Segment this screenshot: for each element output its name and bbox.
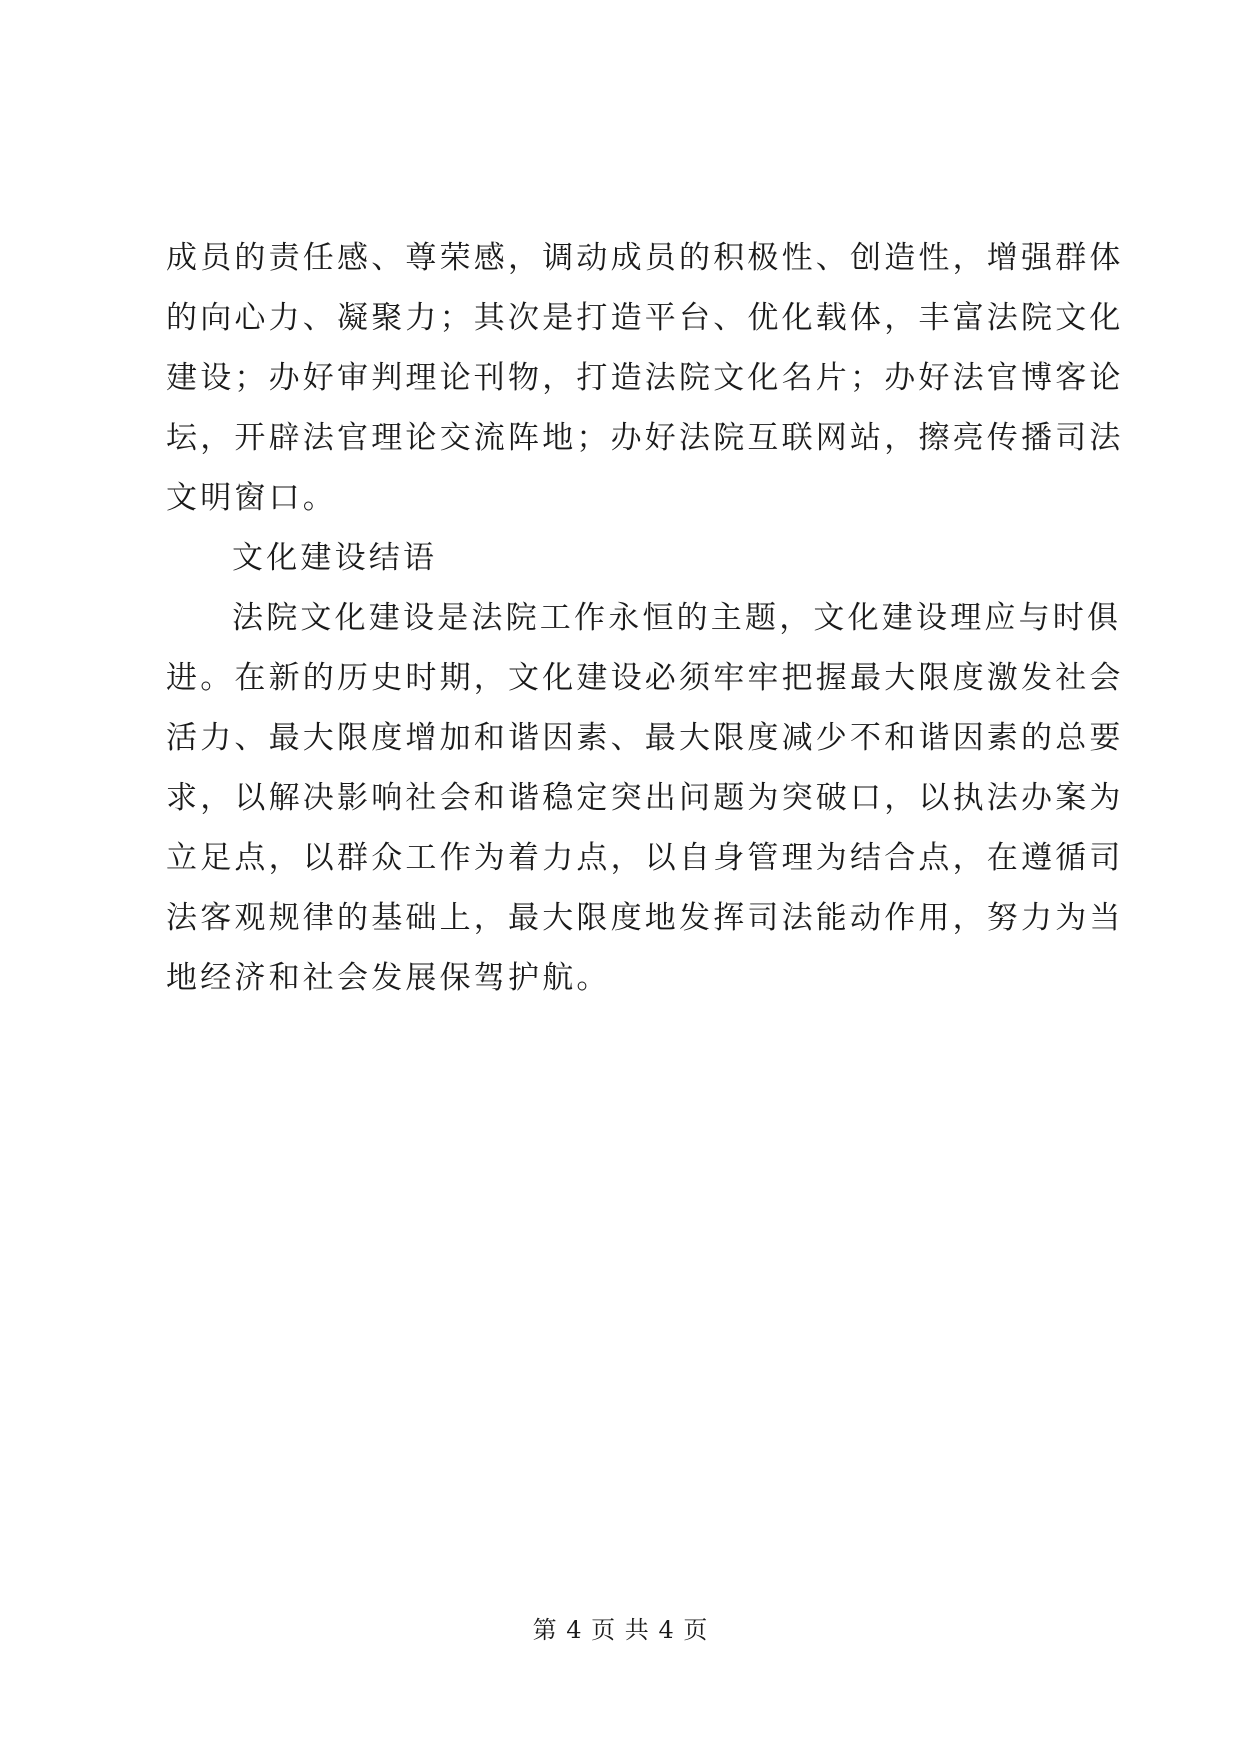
paragraph-1-line-3: 建设；办好审判理论刊物，打造法院文化名片；办好法官博客论	[166, 360, 1124, 396]
document-body	[166, 228, 1124, 1008]
paragraph-2-line-5: 立足点，以群众工作为着力点，以自身管理为结合点，在遵循司	[166, 840, 1124, 876]
paragraph-2-line-4: 求，以解决影响社会和谐稳定突出问题为突破口，以执法办案为	[166, 780, 1124, 816]
section-heading: 文化建设结语	[232, 540, 438, 576]
paragraph-2-line-6: 法客观规律的基础上，最大限度地发挥司法能动作用，努力为当	[166, 900, 1124, 936]
paragraph-2-line-7: 地经济和社会发展保驾护航。	[166, 960, 611, 996]
paragraph-2-line-2: 进。在新的历史时期，文化建设必须牢牢把握最大限度激发社会	[166, 660, 1124, 696]
paragraph-1-line-4: 坛，开辟法官理论交流阵地；办好法院互联网站，擦亮传播司法	[166, 420, 1124, 456]
paragraph-2-line-3: 活力、最大限度增加和谐因素、最大限度减少不和谐因素的总要	[166, 720, 1124, 756]
paragraph-2-line-1: 法院文化建设是法院工作永恒的主题，文化建设理应与时俱	[232, 600, 1122, 636]
paragraph-1-line-2: 的向心力、凝聚力；其次是打造平台、优化载体，丰富法院文化	[166, 300, 1124, 336]
paragraph-1-line-5: 文明窗口。	[166, 480, 337, 516]
page-number-footer: 第 4 页 共 4 页	[532, 1616, 709, 1644]
paragraph-1-line-1: 成员的责任感、尊荣感，调动成员的积极性、创造性，增强群体	[166, 240, 1124, 276]
